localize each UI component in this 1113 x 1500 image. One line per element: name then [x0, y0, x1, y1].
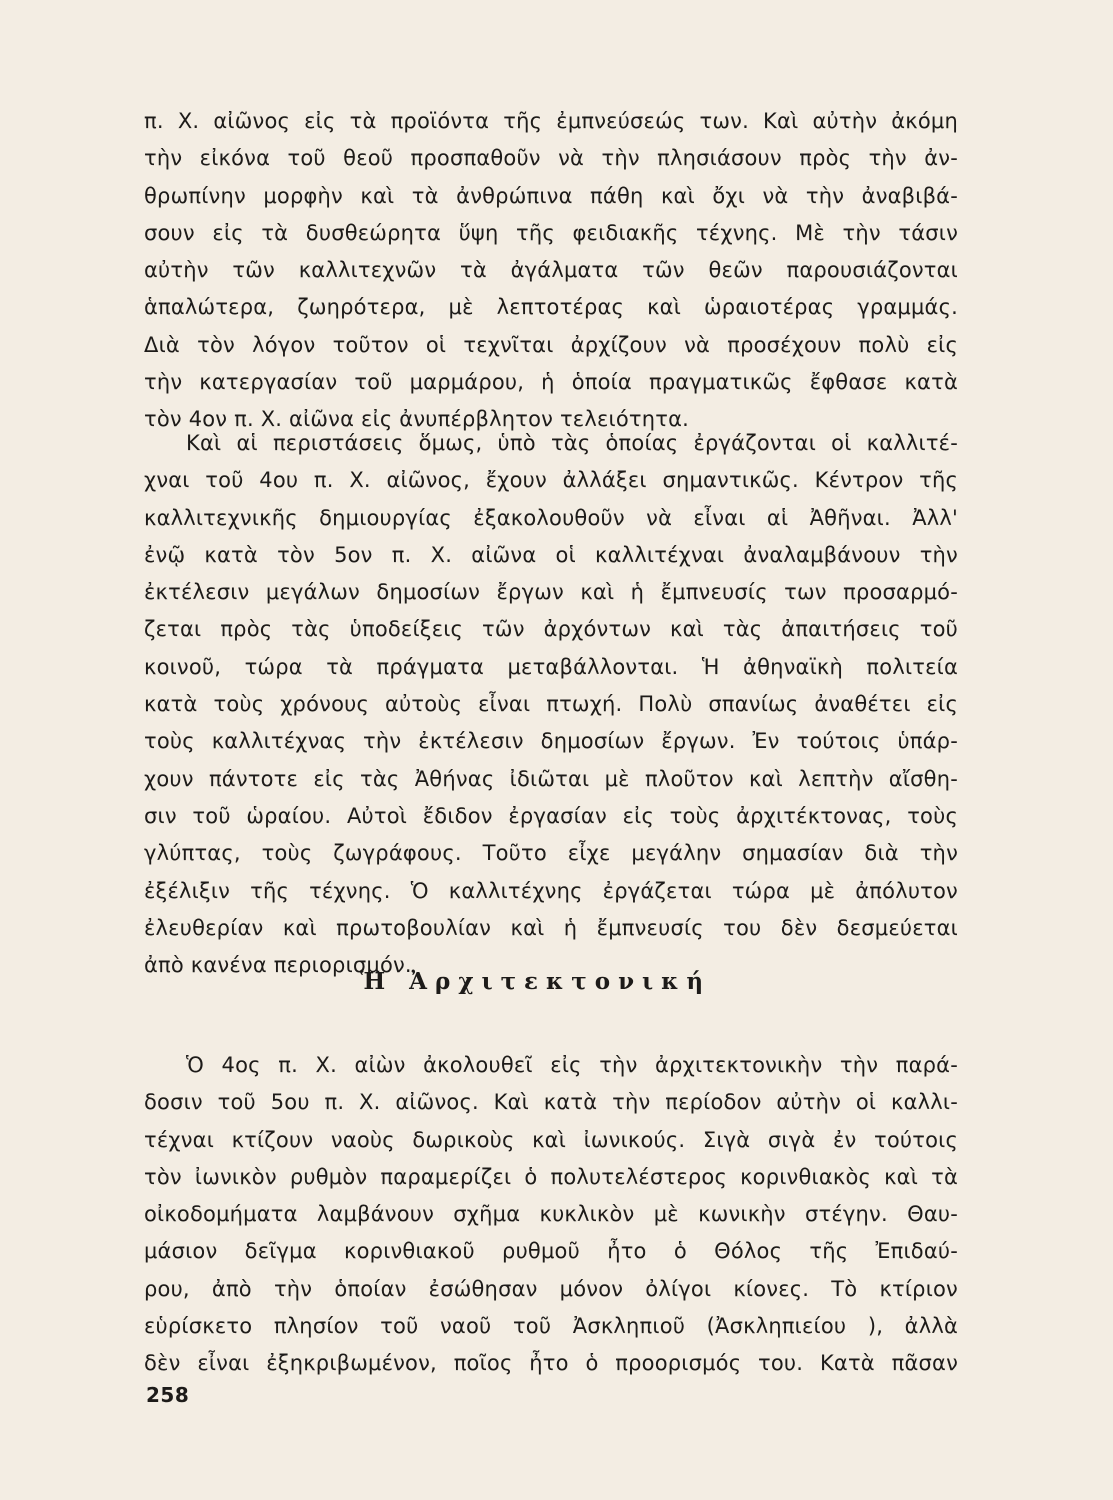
text-line: δὲν εἶναι ἐξηκριβωμένον, ποῖος ἦτο ὁ προορισμός του. Κατὰ πᾶσαν	[144, 1351, 958, 1376]
text-line: σουν εἰς τὰ δυσθεώρητα ὕψη τῆς φειδιακῆς τέχνης. Μὲ τὴν τάσιν	[144, 220, 958, 245]
text-line: τὸν ἰωνικὸν ρυθμὸν παραμερίζει ὁ πολυτελέστερος κορινθιακὸς καὶ τὰ	[144, 1164, 958, 1189]
text-line: ρου, ἀπὸ τὴν ὁποίαν ἐσώθησαν μόνον ὀλίγοι κίονες. Τὸ κτίριον	[144, 1276, 958, 1301]
paragraph-sculpture-intro	[144, 103, 958, 439]
text-line: ἐξέλιξιν τῆς τέχνης. Ὁ καλλιτέχνης ἐργάζεται τώρα μὲ ἀπόλυτον	[144, 878, 958, 903]
page-number: 258	[146, 1383, 190, 1407]
text-line: ἀπὸ κανένα περιορισμόν.	[144, 953, 412, 978]
text-line: γλύπτας, τοὺς ζωγράφους. Τοῦτο εἶχε μεγάλην σημασίαν διὰ τὴν	[144, 841, 958, 866]
text-line: ἐκτέλεσιν μεγάλων δημοσίων ἔργων καὶ ἡ ἔμπνευσίς των προσαρμό-	[144, 580, 958, 605]
text-line: δοσιν τοῦ 5ου π. Χ. αἰῶνος. Καὶ κατὰ τὴν περίοδον αὐτὴν οἱ καλλι-	[144, 1090, 958, 1115]
text-line: τὴν κατεργασίαν τοῦ μαρμάρου, ἡ ὁποία πραγματικῶς ἔφθασε κατὰ	[144, 370, 958, 395]
text-line: χουν πάντοτε εἰς τὰς Ἀθήνας ἰδιῶται μὲ πλοῦτον καὶ λεπτὴν αἴσθη-	[144, 766, 958, 791]
paragraph-architecture	[144, 1047, 958, 1383]
text-line: ἁπαλώτερα, ζωηρότερα, μὲ λεπτοτέρας καὶ ὡραιοτέρας γραμμάς.	[144, 295, 958, 320]
section-heading: Ἡ Ἀρχιτεκτονική	[360, 968, 712, 995]
text-line: π. Χ. αἰῶνος εἰς τὰ προϊόντα τῆς ἐμπνεύσεώς των. Καὶ αὐτὴν ἀκόμη	[144, 109, 958, 133]
text-line: εὑρίσκετο πλησίον τοῦ ναοῦ τοῦ Ἀσκληπιοῦ (Ἀσκληπιείου ), ἀλλὰ	[144, 1314, 958, 1339]
text-line: Καὶ αἱ περιστάσεις ὅμως, ὑπὸ τὰς ὁποίας ἐργάζονται οἱ καλλιτέ-	[186, 431, 958, 455]
text-line: καλλιτεχνικῆς δημιουργίας ἐξακολουθοῦν νὰ εἶναι αἱ Ἀθῆναι. Ἀλλ'	[144, 505, 958, 530]
text-line: Ὁ 4ος π. Χ. αἰὼν ἀκολουθεῖ εἰς τὴν ἀρχιτεκτονικὴν τὴν παρά-	[186, 1053, 958, 1077]
text-line: ζεται πρὸς τὰς ὑποδείξεις τῶν ἀρχόντων καὶ τὰς ἀπαιτήσεις τοῦ	[144, 617, 958, 642]
text-line: τοὺς καλλιτέχνας τὴν ἐκτέλεσιν δημοσίων ἔργων. Ἐν τούτοις ὑπάρ-	[144, 729, 958, 754]
text-line: τὸν 4ον π. Χ. αἰῶνα εἰς ἀνυπέρβλητον τελειότητα.	[144, 407, 690, 432]
text-line: κοινοῦ, τώρα τὰ πράγματα μεταβάλλονται. Ἡ ἀθηναϊκὴ πολιτεία	[144, 654, 958, 679]
text-line: κατὰ τοὺς χρόνους αὐτοὺς εἶναι πτωχή. Πολὺ σπανίως ἀναθέτει εἰς	[144, 692, 958, 717]
text-line: θρωπίνην μορφὴν καὶ τὰ ἀνθρώπινα πάθη καὶ ὄχι νὰ τὴν ἀναβιβά-	[144, 183, 958, 208]
text-line: σιν τοῦ ὡραίου. Αὐτοὶ ἔδιδον ἐργασίαν εἰς τοὺς ἀρχιτέκτονας, τοὺς	[144, 803, 958, 828]
text-line: χναι τοῦ 4ου π. Χ. αἰῶνος, ἔχουν ἀλλάξει σημαντικῶς. Κέντρον τῆς	[144, 468, 958, 493]
text-line: ἐλευθερίαν καὶ πρωτοβουλίαν καὶ ἡ ἔμπνευσίς του δὲν δεσμεύεται	[144, 915, 958, 940]
text-line: τέχναι κτίζουν ναοὺς δωρικοὺς καὶ ἰωνικούς. Σιγὰ σιγὰ ἐν τούτοις	[144, 1127, 958, 1152]
text-line: τὴν εἰκόνα τοῦ θεοῦ προσπαθοῦν νὰ τὴν πλησιάσουν πρὸς τὴν ἀν-	[144, 146, 958, 171]
text-line: οἰκοδομήματα λαμβάνουν σχῆμα κυκλικὸν μὲ κωνικὴν στέγην. Θαυ-	[144, 1202, 958, 1227]
text-line: Διὰ τὸν λόγον τοῦτον οἱ τεχνῖται ἀρχίζουν νὰ προσέχουν πολὺ εἰς	[144, 332, 958, 357]
text-line: αὐτὴν τῶν καλλιτεχνῶν τὰ ἀγάλματα τῶν θεῶν παρουσιάζονται	[144, 258, 958, 283]
text-line: μάσιον δεῖγμα κορινθιακοῦ ρυθμοῦ ἦτο ὁ Θόλος τῆς Ἐπιδαύ-	[144, 1239, 958, 1264]
text-line: ἐνῷ κατὰ τὸν 5ον π. Χ. αἰῶνα οἱ καλλιτέχναι ἀναλαμβάνουν τὴν	[144, 542, 958, 567]
paragraph-artist-circumstances	[144, 425, 958, 984]
